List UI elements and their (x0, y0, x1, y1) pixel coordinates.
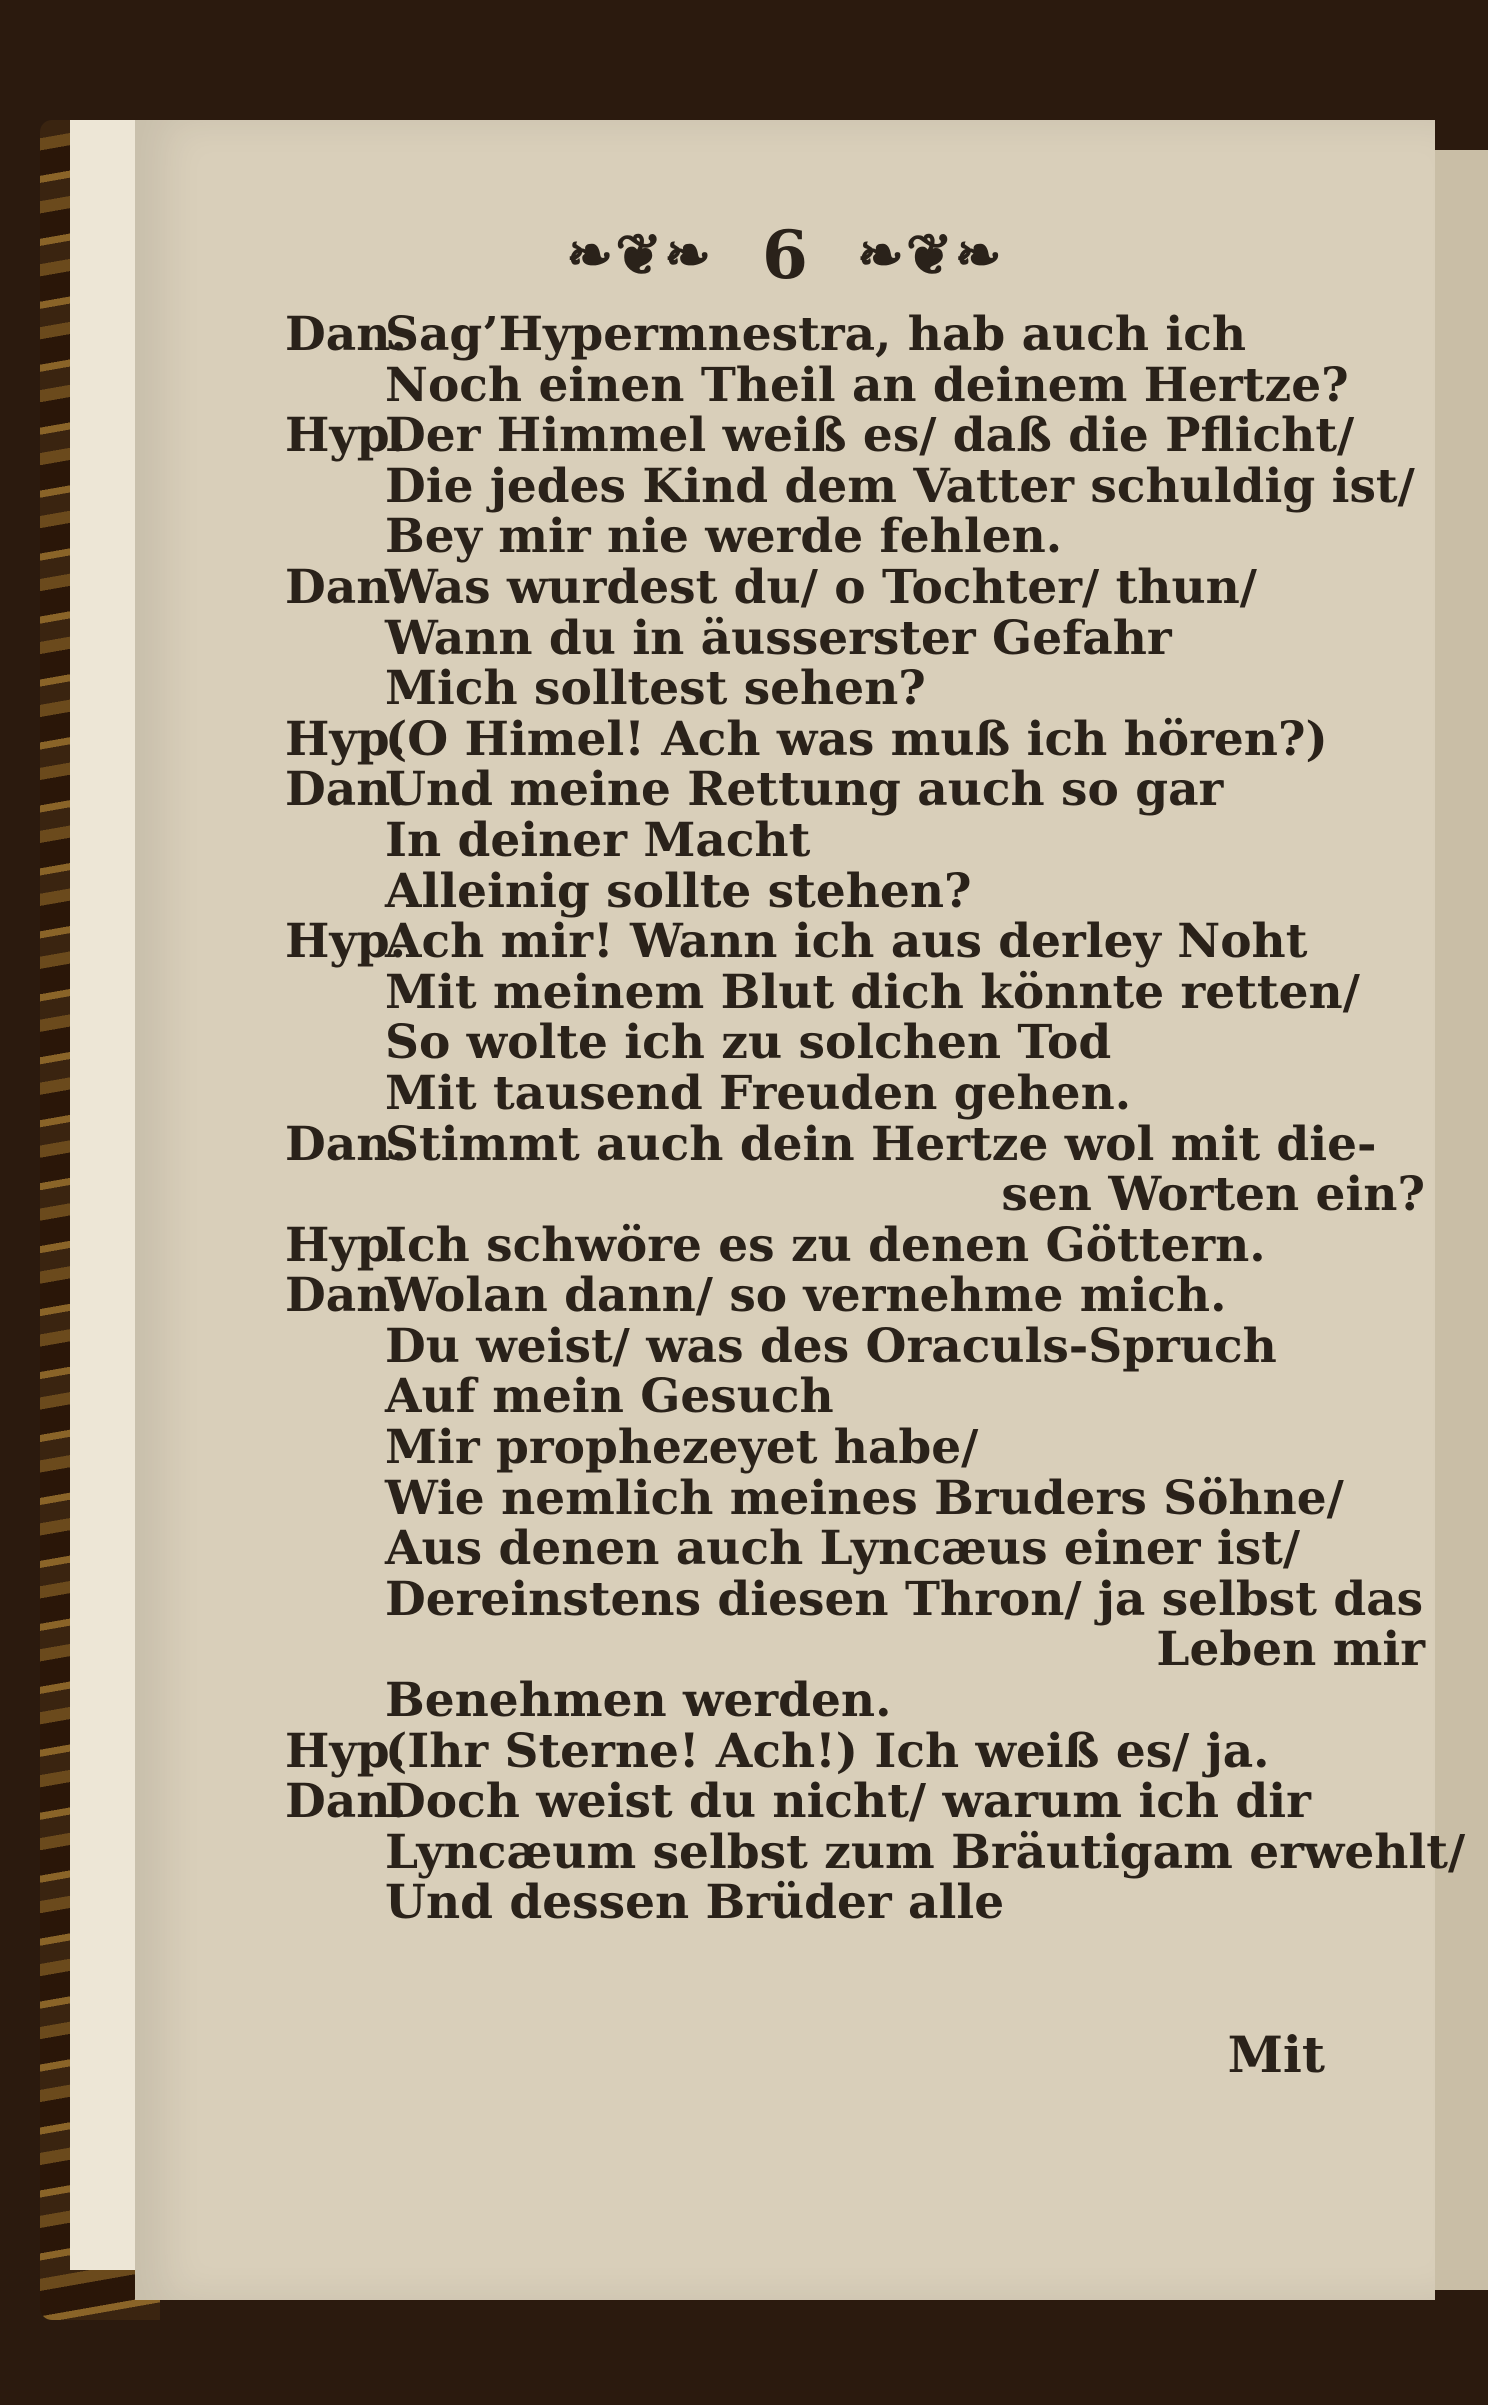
text-line (285, 509, 1445, 565)
text-line (285, 1167, 1445, 1223)
line-text: Dereinstens diesen Thron/ ja selbst das (385, 1571, 1424, 1627)
speaker-label: Dan. (285, 1774, 407, 1830)
page-header (135, 210, 1435, 294)
text-line (285, 458, 1445, 514)
text-line (285, 1622, 1445, 1678)
text-line (285, 1571, 1445, 1627)
line-text: Noch einen Theil an deinem Hertze? (385, 357, 1349, 413)
speaker-label: Hyp. (285, 711, 406, 767)
text-line (285, 1420, 1445, 1476)
text-line (285, 762, 1445, 818)
line-text: Ich schwöre es zu denen Göttern. (385, 1217, 1266, 1273)
line-text: (O Himel! Ach was muß ich hören?) (385, 711, 1328, 767)
line-text: Alleinig sollte stehen? (385, 863, 972, 919)
line-text: Der Himmel weiß es/ daß die Pflicht/ (385, 408, 1355, 464)
line-text: Du weist/ was des Oraculs-Spruch (385, 1318, 1277, 1374)
line-text: Benehmen werden. (385, 1673, 892, 1729)
text-line (285, 964, 1445, 1020)
line-text: Die jedes Kind dem Vatter schuldig ist/ (385, 458, 1415, 514)
line-text: Mir prophezeyet habe/ (385, 1420, 979, 1476)
text-line (285, 1015, 1445, 1071)
line-text: (Ihr Sterne! Ach!) Ich weiß es/ ja. (385, 1723, 1270, 1779)
speaker-label: Dan. (285, 1116, 407, 1172)
text-line (285, 1116, 1445, 1172)
book-page (135, 120, 1466, 2300)
line-text: Auf mein Gesuch (385, 1369, 834, 1425)
text-line (285, 1369, 1445, 1425)
page-number: 6 (762, 216, 808, 294)
line-text: Ach mir! Wann ich aus derley Noht (385, 914, 1308, 970)
speaker-label: Dan. (285, 559, 407, 615)
text-line (285, 559, 1445, 615)
line-text: Mit tausend Freuden gehen. (385, 1065, 1132, 1121)
text-line (285, 914, 1445, 970)
text-line (285, 610, 1445, 666)
text-line (285, 357, 1445, 413)
text-line (285, 1723, 1445, 1779)
speaker-label: Hyp. (285, 914, 406, 970)
line-text: Bey mir nie werde fehlen. (385, 509, 1063, 565)
speaker-label: Hyp. (285, 408, 406, 464)
speaker-label: Dan. (285, 762, 407, 818)
text-line (285, 1268, 1445, 1324)
line-text: Mich solltest sehen? (385, 661, 926, 717)
line-text: Aus denen auch Lyncæus einer ist/ (385, 1521, 1301, 1577)
ornament-right: ❧❦❧ (856, 222, 1004, 288)
line-text: Wann du in äusserster Gefahr (385, 610, 1172, 666)
speaker-label: Dan. (285, 1268, 407, 1324)
line-text: Sag’Hypermnestra, hab auch ich (385, 307, 1247, 362)
text-line (285, 1470, 1445, 1526)
line-text: Doch weist du nicht/ warum ich dir (385, 1774, 1311, 1830)
text-line (285, 1875, 1445, 1931)
catchword: Mit (1227, 2025, 1325, 2084)
speaker-label: Hyp. (285, 1217, 406, 1273)
text-line (285, 1217, 1445, 1273)
text-line (285, 1521, 1445, 1577)
line-text: Lyncæum selbst zum Bräutigam erwehlt/ (385, 1824, 1466, 1880)
line-text: Mit meinem Blut dich könnte retten/ (385, 964, 1360, 1020)
line-text: Leben mir (1156, 1622, 1425, 1678)
speaker-label: Dan. (285, 307, 407, 362)
line-text: Was wurdest du/ o Tochter/ thun/ (385, 559, 1257, 615)
line-text: sen Worten ein? (1001, 1167, 1425, 1223)
text-line (285, 307, 1445, 362)
line-text: Und dessen Brüder alle (385, 1875, 1005, 1931)
text-line (285, 1318, 1445, 1374)
line-text: Wolan dann/ so vernehme mich. (385, 1268, 1227, 1324)
line-text: So wolte ich zu solchen Tod (385, 1015, 1112, 1071)
ornament-left: ❧❦❧ (566, 222, 714, 288)
text-line (285, 863, 1445, 919)
text-line (285, 408, 1445, 464)
line-text: Und meine Rettung auch so gar (385, 762, 1224, 818)
text-line (285, 711, 1445, 767)
line-text: In deiner Macht (385, 812, 811, 868)
text-line (285, 1673, 1445, 1729)
line-text: Wie nemlich meines Bruders Söhne/ (385, 1470, 1344, 1526)
text-line (285, 1774, 1445, 1830)
text-line (285, 661, 1445, 717)
text-line (285, 812, 1445, 868)
line-text: Stimmt auch dein Hertze wol mit die- (385, 1116, 1377, 1172)
speaker-label: Hyp. (285, 1723, 406, 1779)
text-line (285, 1824, 1466, 1880)
dialogue-text (285, 307, 1466, 1931)
text-line (285, 1065, 1445, 1121)
